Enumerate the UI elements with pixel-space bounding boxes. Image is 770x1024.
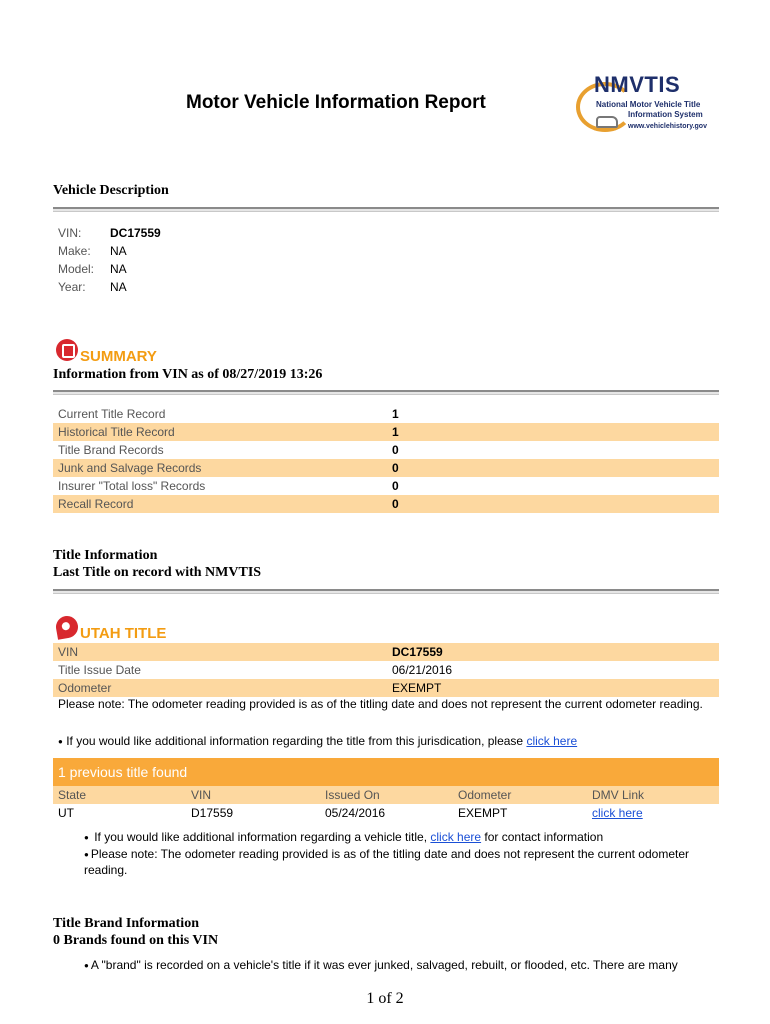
issued-on-cell: 05/24/2016: [325, 806, 386, 820]
table-row: [53, 661, 719, 679]
table-row: [53, 679, 719, 697]
state-cell: UT: [58, 806, 74, 820]
list-item: [84, 830, 704, 847]
odometer-note: Please note: The odometer reading provided is as of the titling date and does not represent the current odometer reading.: [58, 697, 703, 711]
utah-title-table: [53, 643, 719, 697]
table-row: [53, 477, 719, 495]
logo-url: www.vehiclehistory.gov: [628, 123, 707, 130]
column-header: State: [58, 788, 87, 802]
previous-title-bullets: [84, 830, 704, 878]
logo-subtitle-line1: National Motor Vehicle Title: [596, 100, 701, 109]
row-value: 1: [392, 407, 399, 421]
dmv-link[interactable]: click here: [592, 806, 643, 820]
row-label: VIN: [58, 645, 79, 659]
vin-label: VIN:: [58, 226, 82, 240]
report-title: Motor Vehicle Information Report: [186, 92, 486, 113]
utah-title-title: UTAH TITLE: [80, 625, 167, 642]
list-item: [84, 847, 704, 878]
brand-bullets: [84, 958, 704, 975]
summary-header: [56, 334, 157, 365]
row-value: 1: [392, 425, 399, 439]
row-value: 06/21/2016: [392, 663, 453, 677]
table-row: [53, 804, 719, 822]
divider: [53, 589, 719, 594]
table-row: [53, 495, 719, 513]
row-label: Junk and Salvage Records: [58, 461, 202, 475]
table-row: [53, 405, 719, 423]
table-row: [53, 643, 719, 661]
contact-info-link[interactable]: click here: [430, 830, 482, 844]
make-value: NA: [110, 244, 127, 258]
title-brand-heading: Title Brand Information: [53, 916, 199, 931]
make-field: [58, 242, 161, 260]
row-value: DC17559: [392, 645, 443, 659]
make-label: Make:: [58, 244, 91, 258]
row-value: 0: [392, 479, 399, 493]
page-number: 1 of 2: [366, 990, 404, 1007]
previous-title-header-row: [53, 786, 719, 804]
row-label: Title Brand Records: [58, 443, 164, 457]
jurisdiction-bullet-text: If you would like additional information regarding the title from this jurisdication, please: [66, 734, 524, 748]
vehicle-fields: [58, 224, 161, 296]
row-value: 0: [392, 461, 399, 475]
utah-title-header: [56, 611, 166, 642]
table-row: [53, 459, 719, 477]
row-value: EXEMPT: [392, 681, 442, 695]
column-header: VIN: [191, 788, 212, 802]
table-row: [53, 423, 719, 441]
row-label: Title Issue Date: [58, 663, 141, 677]
bullet-icon: ●: [58, 737, 63, 746]
row-label: Recall Record: [58, 497, 134, 511]
row-label: Current Title Record: [58, 407, 166, 421]
model-value: NA: [110, 262, 127, 276]
table-row: [53, 441, 719, 459]
list-item: [84, 958, 704, 975]
year-field: [58, 278, 161, 296]
row-label: Odometer: [58, 681, 112, 695]
jurisdiction-bullet: [58, 734, 718, 750]
model-field: [58, 260, 161, 278]
brands-found-heading: 0 Brands found on this VIN: [53, 933, 219, 948]
divider: [53, 207, 719, 212]
row-label: Historical Title Record: [58, 425, 175, 439]
summary-subheading: Information from VIN as of 08/27/2019 13:26: [53, 367, 323, 382]
column-header: Odometer: [458, 788, 512, 802]
summary-title: SUMMARY: [80, 348, 157, 365]
bullet-text: for contact information: [484, 830, 604, 844]
column-header: DMV Link: [592, 788, 645, 802]
vin-value: DC17559: [110, 226, 161, 240]
title-information-heading: Title Information: [53, 548, 158, 563]
nmvtis-logo-icon: [576, 72, 726, 138]
car-icon: [596, 116, 618, 128]
logo-name: NMVTIS: [594, 72, 681, 97]
row-value: 0: [392, 497, 399, 511]
last-title-heading: Last Title on record with NMVTIS: [53, 565, 262, 580]
bullet-text: A "brand" is recorded on a vehicle's title if it was ever junked, salvaged, rebuilt, or flooded, etc. There are many: [90, 958, 678, 972]
model-label: Model:: [58, 262, 95, 276]
divider: [53, 390, 719, 395]
summary-table: [53, 405, 719, 513]
row-value: 0: [392, 443, 399, 457]
row-label: Insurer "Total loss" Records: [58, 479, 206, 493]
odometer-cell: EXEMPT: [458, 806, 508, 820]
map-pin-icon: [54, 614, 79, 639]
document-badge-icon: [56, 339, 78, 361]
year-label: Year:: [58, 280, 86, 294]
previous-title-banner: 1 previous title found: [53, 758, 719, 786]
vin-cell: D17559: [191, 806, 234, 820]
vin-field: [58, 224, 161, 242]
year-value: NA: [110, 280, 127, 294]
logo-subtitle-line2: Information System: [628, 110, 703, 119]
jurisdiction-link[interactable]: click here: [526, 734, 578, 748]
vehicle-description-heading: Vehicle Description: [53, 183, 169, 198]
bullet-text: Please note: The odometer reading provided is as of the titling date and does not represent the current odometer reading.: [84, 846, 689, 877]
bullet-text: If you would like additional information regarding a vehicle title,: [94, 830, 428, 844]
column-header: Issued On: [325, 788, 380, 802]
